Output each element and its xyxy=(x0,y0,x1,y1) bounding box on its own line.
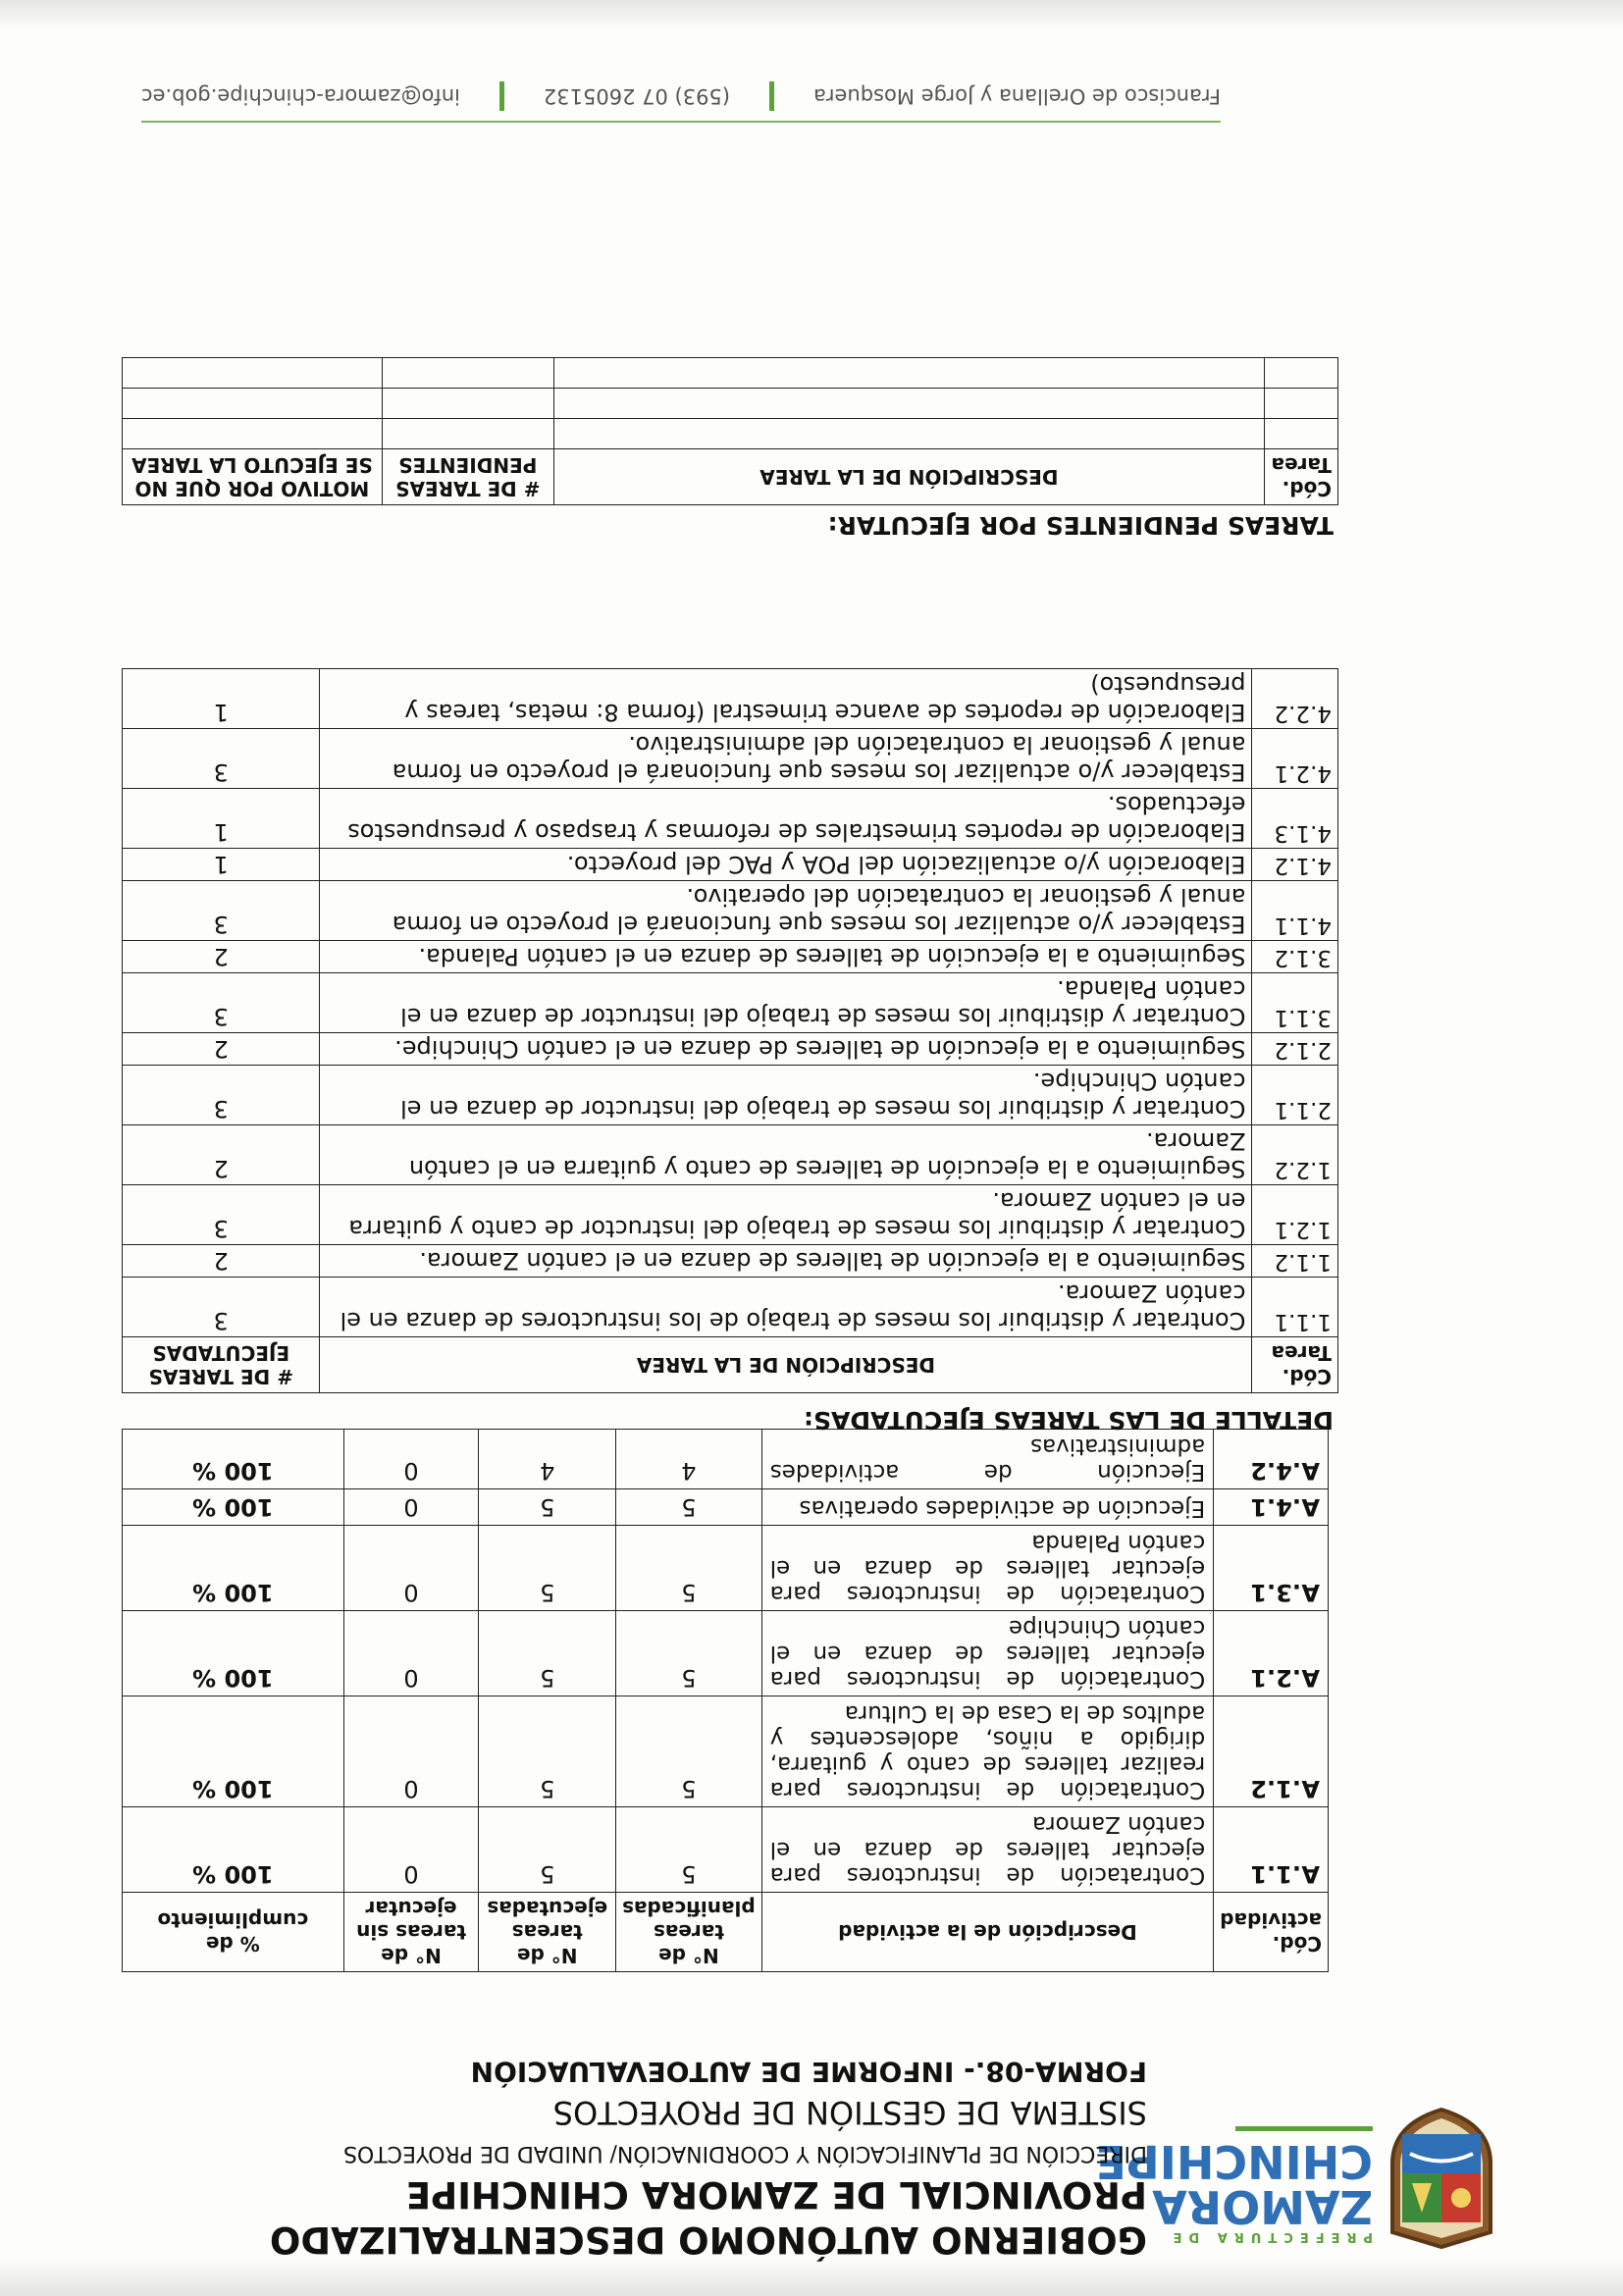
completion-percent: 100 % xyxy=(123,1430,344,1489)
task-code: 1.1.2 xyxy=(1252,1245,1338,1278)
activities-header-row xyxy=(123,1893,1329,1972)
header-cell: N° de tareas ejecutadas xyxy=(479,1893,616,1972)
tasks-executed: 5 xyxy=(479,1526,616,1611)
table-row xyxy=(123,849,1338,881)
header-cell: # DE TAREAS EJECUTADAS xyxy=(123,1337,320,1393)
scan-edge-bottom xyxy=(0,0,1623,29)
tasks-pending: 0 xyxy=(343,1696,479,1807)
activity-description: Contratación de instructores para ejecutar talleres de danza en el cantón Palanda xyxy=(761,1526,1214,1611)
tasks-pending: 0 xyxy=(343,1526,479,1611)
header-cell: N° de tareas planificadas xyxy=(616,1893,762,1972)
tasks-planned: 5 xyxy=(616,1489,762,1526)
task-code: 4.2.1 xyxy=(1252,729,1338,789)
executed-section-title: DETALLE DE LAS TAREAS EJECUTADAS: xyxy=(804,1406,1334,1435)
empty-row xyxy=(123,419,1338,449)
task-count: 3 xyxy=(123,973,320,1033)
document-header xyxy=(78,2056,1500,2262)
table-row xyxy=(123,1807,1329,1893)
header-cell: # DE TAREAS PENDIENTES xyxy=(382,449,553,505)
task-code: 1.2.1 xyxy=(1252,1185,1338,1245)
header-cell: Cód. Tarea xyxy=(1252,1337,1338,1393)
activity-description: Contratación de instructores para ejecutar talleres de danza en el cantón Chinchipe xyxy=(761,1611,1214,1696)
institution-line-2: PROVINCIAL DE ZAMORA CHINCHIPE xyxy=(405,2173,1147,2216)
table-row xyxy=(123,669,1338,729)
completion-percent: 100 % xyxy=(123,1696,344,1807)
executed-tasks-table xyxy=(122,668,1338,1393)
task-description: Elaboración y/o actualización del POA y PAC del proyecto. xyxy=(320,849,1252,881)
task-count: 2 xyxy=(123,1125,320,1185)
task-count: 1 xyxy=(123,849,320,881)
tasks-pending: 0 xyxy=(343,1489,479,1526)
activity-code: A.3.1 xyxy=(1214,1526,1329,1611)
header-cell: MOTIVO POR QUE NO SE EJECUTO LA TAREA xyxy=(123,449,383,505)
task-code: 4.1.2 xyxy=(1252,849,1338,881)
table-row xyxy=(123,973,1338,1033)
tasks-pending: 0 xyxy=(343,1430,479,1489)
table-row xyxy=(123,1125,1338,1185)
task-code: 2.1.2 xyxy=(1252,1033,1338,1066)
table-row xyxy=(123,1526,1329,1611)
tasks-pending: 0 xyxy=(343,1611,479,1696)
tasks-executed: 5 xyxy=(479,1696,616,1807)
activity-description: Contratación de instructores para realizar talleres de canto y guitarra, dirigido a niños, adolescentes y adultos de la Casa de la Cultura xyxy=(761,1696,1214,1807)
footer-address: Francisco de Orellana y Jorge Mosquera xyxy=(813,84,1221,108)
footer-separator xyxy=(769,81,774,111)
task-code: 3.1.1 xyxy=(1252,973,1338,1033)
tasks-executed: 4 xyxy=(479,1430,616,1489)
activity-code: A.2.1 xyxy=(1214,1611,1329,1696)
task-description: Establecer y/o actualizar los meses que funcionará el proyecto en forma anual y gestionar la contratación del administrativo. xyxy=(320,729,1252,789)
activity-description: Ejecución de actividades operativas xyxy=(761,1489,1214,1526)
task-description: Elaboración de reportes de avance trimestral (forma 8: metas, tareas y presupuesto) xyxy=(320,669,1252,729)
pending-section-title: TAREAS PENDIENTES POR EJECUTAR: xyxy=(827,511,1334,540)
tasks-executed: 5 xyxy=(479,1489,616,1526)
task-description: Seguimiento a la ejecución de talleres de canto y guitarra en el cantón Zamora. xyxy=(320,1125,1252,1185)
footer-phone: (593) 07 2605132 xyxy=(543,84,730,108)
footer-separator xyxy=(499,81,504,111)
task-count: 3 xyxy=(123,729,320,789)
tasks-planned: 5 xyxy=(616,1526,762,1611)
task-code: 4.2.2 xyxy=(1252,669,1338,729)
task-count: 3 xyxy=(123,1278,320,1337)
task-code: 4.1.3 xyxy=(1252,789,1338,849)
logo-line-2: CHINCHIPE xyxy=(1095,2135,1373,2188)
activity-code: A.4.2 xyxy=(1214,1430,1329,1489)
table-row xyxy=(123,1489,1329,1526)
table-row xyxy=(123,1185,1338,1245)
task-description: Contratar y distribuir los meses de trabajo del instructor de canto y guitarra en el cantón Zamora. xyxy=(320,1185,1252,1245)
document-footer xyxy=(141,81,1221,123)
tasks-planned: 5 xyxy=(616,1696,762,1807)
pending-tasks-table xyxy=(122,357,1338,505)
task-count: 2 xyxy=(123,1033,320,1066)
tasks-pending: 0 xyxy=(343,1807,479,1893)
form-title: FORMA-08.- INFORME DE AUTOEVALUACIÓN xyxy=(470,2056,1147,2088)
completion-percent: 100 % xyxy=(123,1611,344,1696)
empty-row xyxy=(123,358,1338,389)
table-row xyxy=(123,941,1338,973)
table-row xyxy=(123,1278,1338,1337)
table-row xyxy=(123,881,1338,941)
task-count: 2 xyxy=(123,941,320,973)
task-count: 3 xyxy=(123,1066,320,1125)
task-code: 1.2.2 xyxy=(1252,1125,1338,1185)
activities-table xyxy=(122,1429,1329,1972)
tasks-executed: 5 xyxy=(479,1807,616,1893)
task-count: 1 xyxy=(123,669,320,729)
task-count: 3 xyxy=(123,1185,320,1245)
tasks-planned: 5 xyxy=(616,1807,762,1893)
institution-block xyxy=(68,2056,1147,2262)
pending-header-row xyxy=(123,449,1338,505)
activity-code: A.1.1 xyxy=(1214,1807,1329,1893)
table-row xyxy=(123,1245,1338,1278)
department-line: DIRECCIÓN DE PLANIFICACIÓN Y COORDINACIÓN/ UNIDAD DE PROYECTOS xyxy=(342,2141,1147,2166)
task-description: Seguimiento a la ejecución de talleres de danza en el cantón Zamora. xyxy=(320,1245,1252,1278)
scan-edge-top xyxy=(0,2259,1623,2296)
coat-of-arms-icon xyxy=(1383,2105,1500,2252)
task-description: Contratar y distribuir los meses de trabajo de los instructores de danza en el cantón Zamora. xyxy=(320,1278,1252,1337)
footer-email: info@zamora-chinchipe.gob.ec xyxy=(140,84,460,108)
table-row xyxy=(123,1066,1338,1125)
activity-description: Ejecución de actividades administrativas xyxy=(761,1430,1214,1489)
header-cell: DESCRIPCIÓN DE LA TAREA xyxy=(320,1337,1252,1393)
table-row xyxy=(123,1430,1329,1489)
task-description: Establecer y/o actualizar los meses que funcionará el proyecto en forma anual y gestionar la contratación del operativo. xyxy=(320,881,1252,941)
table-row xyxy=(123,1696,1329,1807)
header-cell: Descripción de la actividad xyxy=(761,1893,1214,1972)
table-row xyxy=(123,729,1338,789)
activity-description: Contratación de instructores para ejecutar talleres de danza en el cantón Zamora xyxy=(761,1807,1214,1893)
system-title: SISTEMA DE GESTIÓN DE PROYECTOS xyxy=(552,2094,1147,2131)
task-count: 1 xyxy=(123,789,320,849)
header-cell: Cód. Tarea xyxy=(1265,449,1338,505)
empty-row xyxy=(123,389,1338,419)
task-code: 3.1.2 xyxy=(1252,941,1338,973)
prefecture-logo xyxy=(1095,2095,1500,2252)
header-cell: Cód. actividad xyxy=(1214,1893,1329,1972)
tasks-executed: 5 xyxy=(479,1611,616,1696)
task-count: 2 xyxy=(123,1245,320,1278)
task-code: 2.1.1 xyxy=(1252,1066,1338,1125)
task-code: 1.1.1 xyxy=(1252,1278,1338,1337)
header-cell: N° de tareas sin ejecutar xyxy=(343,1893,479,1972)
logo-top-text: PREFECTURA DE xyxy=(1166,2229,1373,2244)
executed-header-row xyxy=(123,1337,1338,1393)
logo-underline xyxy=(1235,2126,1373,2131)
task-code: 4.1.1 xyxy=(1252,881,1338,941)
header-cell: DESCRIPCIÓN DE LA TAREA xyxy=(553,449,1264,505)
completion-percent: 100 % xyxy=(123,1807,344,1893)
task-description: Contratar y distribuir los meses de trabajo del instructor de danza en el cantón Palanda. xyxy=(320,973,1252,1033)
task-description: Seguimiento a la ejecución de talleres de danza en el cantón Palanda. xyxy=(320,941,1252,973)
task-description: Seguimiento a la ejecución de talleres de danza en el cantón Chinchipe. xyxy=(320,1033,1252,1066)
logo-line-1: ZAMORA xyxy=(1152,2180,1373,2233)
task-count: 3 xyxy=(123,881,320,941)
header-cell: % de cumplimiento xyxy=(123,1893,344,1972)
task-description: Contratar y distribuir los meses de trabajo del instructor de danza en el cantón Chinchipe. xyxy=(320,1066,1252,1125)
completion-percent: 100 % xyxy=(123,1526,344,1611)
completion-percent: 100 % xyxy=(123,1489,344,1526)
tasks-planned: 5 xyxy=(616,1611,762,1696)
table-row xyxy=(123,1033,1338,1066)
institution-line-1: GOBIERNO AUTÓNOMO DESCENTRALIZADO xyxy=(269,2218,1147,2261)
table-row xyxy=(123,789,1338,849)
table-row xyxy=(123,1611,1329,1696)
activity-code: A.4.1 xyxy=(1214,1489,1329,1526)
tasks-planned: 4 xyxy=(616,1430,762,1489)
activity-code: A.1.2 xyxy=(1214,1696,1329,1807)
task-description: Elaboración de reportes trimestrales de reformas y traspaso y presupuestos efectuados. xyxy=(320,789,1252,849)
